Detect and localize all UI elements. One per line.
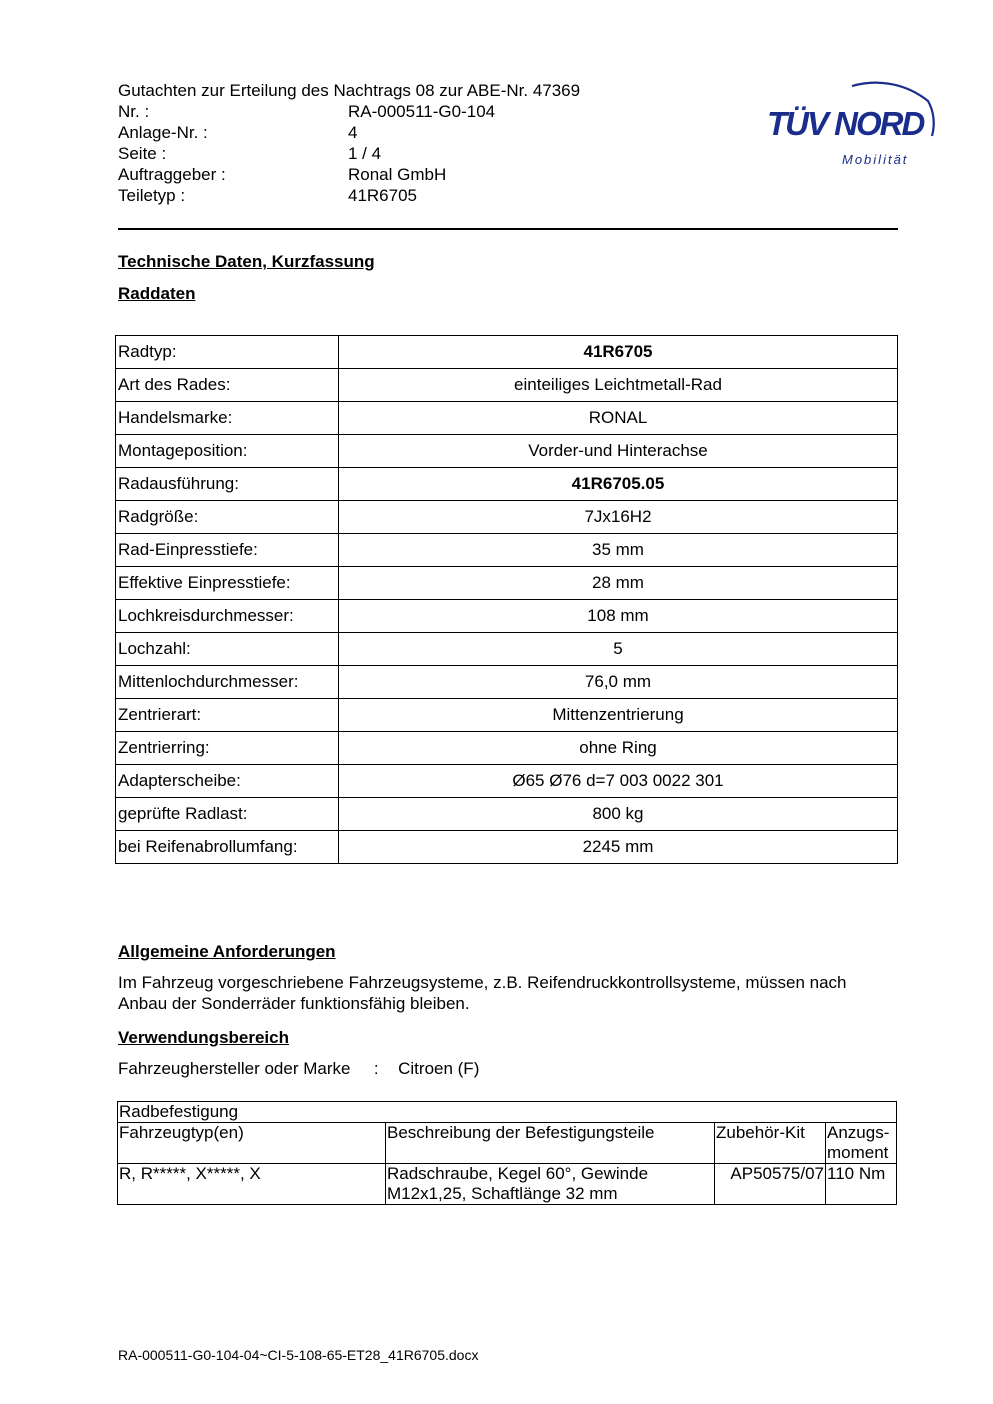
row-label: Handelsmarke: — [116, 402, 339, 435]
section-allgemeine-anforderungen: Allgemeine Anforderungen — [118, 942, 336, 961]
footer-filename: RA-000511-G0-104-04~CI-5-108-65-ET28_41R6705.docx — [118, 1347, 479, 1363]
row-value: Mittenzentrierung — [339, 699, 898, 732]
maker-separator: : — [373, 1059, 379, 1078]
table-row — [118, 1164, 897, 1205]
table-row — [116, 600, 898, 633]
row-value: 41R6705 — [339, 336, 898, 369]
logo-wordmark: TÜV NORD — [767, 105, 924, 142]
row-value: Ø65 Ø76 d=7 003 0022 301 — [339, 765, 898, 798]
header-value: 41R6705 — [348, 186, 418, 205]
row-value: 41R6705.05 — [339, 468, 898, 501]
table-row — [116, 369, 898, 402]
table-row — [116, 765, 898, 798]
row-label: Adapterscheibe: — [116, 765, 339, 798]
row-value: 35 mm — [339, 534, 898, 567]
row-value: 7Jx16H2 — [339, 501, 898, 534]
row-label: Mittenlochdurchmesser: — [116, 666, 339, 699]
befestigung-table — [117, 1101, 897, 1205]
cell-zubehoer-kit: AP50575/07 — [715, 1164, 826, 1205]
table-row — [116, 567, 898, 600]
table-row — [116, 402, 898, 435]
row-value: einteiliges Leichtmetall-Rad — [339, 369, 898, 402]
logo-subtitle: Mobilität — [842, 152, 909, 167]
section-technische-daten: Technische Daten, Kurzfassung — [118, 252, 375, 271]
allgemeine-text: Im Fahrzeug vorgeschriebene Fahrzeugsysteme, z.B. Reifendruckkontrollsysteme, müssen nach Anbau der Sonderräder funktionsfähig bleiben. — [118, 973, 847, 1013]
raddaten-table — [115, 335, 898, 864]
header-value: Ronal GmbH — [348, 165, 447, 184]
row-label: Zentrierart: — [116, 699, 339, 732]
row-label: Radgröße: — [116, 501, 339, 534]
row-value: 5 — [339, 633, 898, 666]
cell-beschreibung-line1: Radschraube, Kegel 60°, Gewinde — [387, 1164, 649, 1183]
row-value: RONAL — [339, 402, 898, 435]
table-row — [116, 633, 898, 666]
header-divider — [118, 228, 898, 230]
document-header — [118, 80, 580, 206]
table-row — [116, 336, 898, 369]
table-row — [116, 666, 898, 699]
header-row-seite — [118, 143, 580, 164]
tuv-nord-logo — [760, 56, 950, 176]
header-value: RA-000511-G0-104 — [348, 102, 496, 121]
maker-row — [118, 1059, 479, 1079]
table-row — [116, 798, 898, 831]
row-value: Vorder-und Hinterachse — [339, 435, 898, 468]
table-row — [116, 699, 898, 732]
table-row — [116, 831, 898, 864]
table-row — [116, 534, 898, 567]
header-label: Anlage-Nr. : — [118, 123, 208, 142]
header-row-teiletyp — [118, 185, 580, 206]
section-verwendungsbereich: Verwendungsbereich — [118, 1028, 289, 1047]
header-value: 1 / 4 — [348, 144, 382, 163]
row-value: 800 kg — [339, 798, 898, 831]
header-row-auftraggeber — [118, 164, 580, 185]
header-value: 4 — [348, 123, 358, 142]
header-label: Teiletyp : — [118, 186, 186, 205]
row-value: 76,0 mm — [339, 666, 898, 699]
cell-beschreibung-line2: M12x1,25, Schaftlänge 32 mm — [387, 1184, 618, 1203]
table-row — [116, 732, 898, 765]
cell-beschreibung — [386, 1164, 715, 1205]
maker-label: Fahrzeughersteller oder Marke — [118, 1059, 351, 1078]
row-label: Zentrierring: — [116, 732, 339, 765]
row-label: Lochkreisdurchmesser: — [116, 600, 339, 633]
header-row-nr — [118, 101, 580, 122]
row-label: Lochzahl: — [116, 633, 339, 666]
cell-fahrzeugtyp: R, R*****, X*****, X — [118, 1164, 386, 1205]
row-value: 28 mm — [339, 567, 898, 600]
header-label: Nr. : — [118, 102, 150, 121]
header-anzugsmoment-line1: Anzugs- — [827, 1123, 890, 1142]
row-label: Radtyp: — [116, 336, 339, 369]
row-value: 2245 mm — [339, 831, 898, 864]
table-row — [116, 435, 898, 468]
row-label: bei Reifenabrollumfang: — [116, 831, 339, 864]
header-title: Gutachten zur Erteilung des Nachtrags 08 zur ABE-Nr. 47369 — [118, 81, 581, 100]
header-label: Seite : — [118, 144, 167, 163]
row-value: 108 mm — [339, 600, 898, 633]
row-label: Rad-Einpresstiefe: — [116, 534, 339, 567]
header-anzugsmoment — [826, 1123, 897, 1164]
header-beschreibung: Beschreibung der Befestigungsteile — [386, 1123, 715, 1164]
row-label: geprüfte Radlast: — [116, 798, 339, 831]
table-row — [116, 468, 898, 501]
header-zubehoer-kit: Zubehör-Kit — [715, 1123, 826, 1164]
row-value: ohne Ring — [339, 732, 898, 765]
header-fahrzeugtyp: Fahrzeugtyp(en) — [118, 1123, 386, 1164]
row-label: Radausführung: — [116, 468, 339, 501]
table-row — [116, 501, 898, 534]
cell-anzugsmoment: 110 Nm — [826, 1164, 897, 1205]
befestigung-caption: Radbefestigung — [118, 1102, 897, 1123]
row-label: Montageposition: — [116, 435, 339, 468]
section-raddaten: Raddaten — [118, 284, 196, 303]
header-anzugsmoment-line2: moment — [827, 1143, 889, 1162]
row-label: Art des Rades: — [116, 369, 339, 402]
header-row-anlage — [118, 122, 580, 143]
maker-value: Citroen (F) — [398, 1059, 480, 1078]
row-label: Effektive Einpresstiefe: — [116, 567, 339, 600]
header-label: Auftraggeber : — [118, 165, 226, 184]
